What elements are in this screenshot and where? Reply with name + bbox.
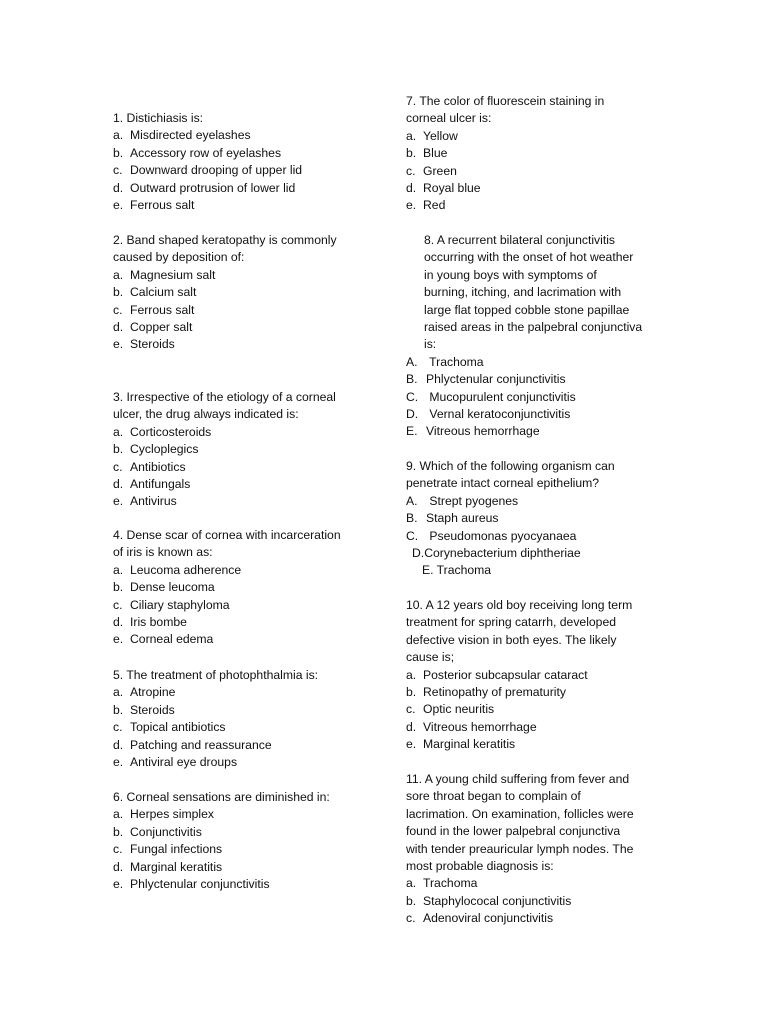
option-text: Phlyctenular conjunctivitis	[130, 877, 270, 892]
option-letter: B.	[406, 511, 418, 526]
option-text: Blue	[423, 146, 448, 161]
option-letter: b.	[113, 145, 124, 160]
answer-option	[113, 145, 302, 162]
option-letter: d.	[113, 320, 124, 335]
question-stem	[113, 789, 330, 806]
stem-line: lacrimation. On examination, follicles were	[406, 806, 634, 821]
option-text: Retinopathy of prematurity	[423, 685, 566, 700]
question-9	[406, 458, 615, 580]
stem-line: most probable diagnosis is:	[406, 859, 554, 874]
stem-line: of iris is known as:	[113, 545, 213, 560]
stem-line: 10. A 12 years old boy receiving long term	[406, 598, 633, 612]
option-text: Green	[423, 163, 457, 178]
answer-option	[406, 197, 604, 214]
question-stem	[113, 667, 318, 684]
answer-option	[406, 128, 604, 145]
option-text: Dense leucoma	[130, 580, 215, 595]
answer-option	[113, 806, 330, 823]
answer-option	[406, 736, 632, 753]
option-text: Iris bombe	[130, 615, 187, 630]
option-text: Royal blue	[423, 181, 481, 196]
option-letter: e.	[113, 337, 124, 352]
option-text: Patching and reassurance	[130, 737, 272, 752]
answer-option	[406, 701, 632, 718]
question-stem	[406, 597, 632, 667]
answer-option	[406, 423, 642, 440]
question-stem	[406, 93, 604, 128]
stem-line: 3. Irrespective of the etiology of a corneal	[113, 390, 336, 404]
answer-option	[113, 737, 318, 754]
stem-line: burning, itching, and lacrimation with	[424, 285, 622, 300]
option-letter: d.	[113, 737, 124, 752]
option-text: Staph aureus	[426, 511, 499, 526]
option-letter: c.	[406, 163, 416, 178]
answer-option	[406, 667, 632, 684]
option-letter: e.	[113, 755, 124, 770]
option-letter: e.	[113, 632, 124, 647]
option-text: Atropine	[130, 685, 176, 700]
option-letter: a.	[113, 128, 124, 143]
option-letter: b.	[113, 442, 124, 457]
option-letter: c.	[113, 842, 123, 857]
stem-line: sore throat began to complain of	[406, 789, 581, 804]
option-text: Cycloplegics	[130, 442, 199, 457]
question-10	[406, 597, 632, 754]
option-text: Trachoma	[423, 876, 478, 891]
option-text: Red	[423, 198, 446, 213]
answer-option	[113, 859, 330, 876]
option-letter: a.	[113, 267, 124, 282]
option-letter: B.	[406, 372, 418, 387]
question-stem	[113, 232, 337, 267]
stem-line: ulcer, the drug always indicated is:	[113, 407, 299, 422]
option-letter: C.	[406, 528, 419, 543]
stem-line: 2. Band shaped keratopathy is commonly	[113, 233, 337, 247]
answer-option	[113, 841, 330, 858]
answer-option	[113, 876, 330, 893]
option-letter: a.	[406, 876, 417, 891]
stem-line: 7. The color of fluorescein staining in	[406, 94, 605, 108]
answer-option	[113, 597, 341, 614]
option-text: Herpes simplex	[130, 807, 214, 822]
option-letter: a.	[113, 807, 124, 822]
option-text: Posterior subcapsular cataract	[423, 667, 588, 682]
question-6	[113, 789, 330, 893]
stem-line: 4. Dense scar of cornea with incarceration	[113, 528, 341, 542]
option-letter: d.	[113, 859, 124, 874]
option-text: D.Corynebacterium diphtheriae	[412, 546, 581, 561]
option-text: Ferrous salt	[130, 302, 195, 317]
stem-line: 6. Corneal sensations are diminished in:	[113, 790, 330, 804]
answer-option	[406, 354, 642, 371]
option-text: Magnesium salt	[130, 267, 216, 282]
answer-option	[113, 459, 336, 476]
answer-option	[406, 528, 615, 545]
stem-line: 11. A young child suffering from fever and	[406, 772, 630, 786]
option-text: Mucopurulent conjunctivitis	[426, 389, 576, 404]
option-text: Antibiotics	[130, 459, 186, 474]
option-letter: a.	[113, 424, 124, 439]
question-5	[113, 667, 318, 771]
option-letter: c.	[406, 702, 416, 717]
answer-option	[406, 910, 634, 927]
stem-line: 1. Distichiasis is:	[113, 111, 204, 125]
answer-option	[113, 579, 341, 596]
answer-option	[406, 562, 615, 579]
answer-option	[113, 302, 337, 319]
option-text: Leucoma adherence	[130, 562, 242, 577]
option-letter: d.	[113, 615, 124, 630]
stem-line: with tender preauricular lymph nodes. The	[406, 841, 634, 856]
question-1	[113, 110, 302, 214]
answer-option	[113, 631, 341, 648]
option-letter: b.	[113, 824, 124, 839]
answer-option	[113, 614, 341, 631]
option-text: Downward drooping of upper lid	[130, 163, 303, 178]
option-text: Staphylococal conjunctivitis	[423, 893, 572, 908]
answer-option	[406, 145, 604, 162]
option-text: Copper salt	[130, 320, 193, 335]
answer-option	[113, 319, 337, 336]
option-letter: A.	[406, 493, 418, 508]
answer-option	[113, 267, 337, 284]
option-letter: a.	[113, 685, 124, 700]
answer-option	[113, 441, 336, 458]
question-stem	[406, 771, 634, 875]
option-letter: d.	[406, 719, 417, 734]
option-text: Strept pyogenes	[426, 493, 519, 508]
option-text: Corneal edema	[130, 632, 214, 647]
option-letter: d.	[113, 180, 124, 195]
option-letter: e.	[113, 877, 124, 892]
option-letter: d.	[406, 181, 417, 196]
stem-line: defective vision in both eyes. The likely	[406, 632, 617, 647]
answer-option	[406, 406, 642, 423]
option-letter: b.	[113, 285, 124, 300]
stem-line: corneal ulcer is:	[406, 111, 492, 126]
option-letter: c.	[113, 597, 123, 612]
option-text: Fungal infections	[130, 842, 223, 857]
option-letter: C.	[406, 389, 419, 404]
option-letter: A.	[406, 354, 418, 369]
question-11	[406, 771, 634, 928]
stem-line: large flat topped cobble stone papillae	[424, 302, 630, 317]
option-text: Antiviral eye droups	[130, 755, 238, 770]
option-text: Antivirus	[130, 494, 177, 509]
option-text: Topical antibiotics	[130, 720, 226, 735]
answer-option	[113, 493, 336, 510]
option-letter: e.	[406, 737, 417, 752]
option-letter: D.	[406, 407, 419, 422]
option-letter: c.	[113, 720, 123, 735]
stem-line: 8. A recurrent bilateral conjunctivitis	[424, 233, 616, 247]
stem-line: caused by deposition of:	[113, 250, 245, 265]
question-8	[406, 232, 642, 441]
option-letter: b.	[406, 893, 417, 908]
question-stem	[406, 232, 642, 354]
option-text: Steroids	[130, 337, 175, 352]
question-4	[113, 527, 341, 649]
option-letter: e.	[113, 494, 124, 509]
answer-option	[113, 424, 336, 441]
answer-option	[406, 510, 615, 527]
option-text: Phlyctenular conjunctivitis	[426, 372, 566, 387]
stem-line: found in the lower palpebral conjunctiva	[406, 824, 621, 839]
answer-option	[113, 284, 337, 301]
option-text: Misdirected eyelashes	[130, 128, 251, 143]
option-letter: c.	[113, 163, 123, 178]
option-text: Optic neuritis	[423, 702, 495, 717]
option-text: Ciliary staphyloma	[130, 597, 230, 612]
option-text: Conjunctivitis	[130, 824, 202, 839]
stem-line: occurring with the onset of hot weather	[424, 250, 634, 265]
stem-line: cause is;	[406, 650, 455, 665]
option-letter: c.	[406, 911, 416, 926]
option-text: Ferrous salt	[130, 198, 195, 213]
option-text: Calcium salt	[130, 285, 197, 300]
answer-option	[113, 702, 318, 719]
option-text: Accessory row of eyelashes	[130, 145, 282, 160]
option-text: Trachoma	[426, 354, 484, 369]
option-letter: b.	[113, 580, 124, 595]
question-7	[406, 93, 604, 215]
answer-option	[113, 684, 318, 701]
answer-option	[406, 163, 604, 180]
answer-option	[406, 180, 604, 197]
option-text: Antifungals	[130, 477, 191, 492]
option-text: Corticosteroids	[130, 424, 212, 439]
option-letter: b.	[406, 146, 417, 161]
option-text: Marginal keratitis	[423, 737, 516, 752]
answer-option	[113, 162, 302, 179]
answer-option	[406, 684, 632, 701]
stem-line: raised areas in the palpebral conjunctiva	[424, 320, 643, 335]
question-stem	[406, 458, 615, 493]
answer-option	[113, 180, 302, 197]
stem-line: is:	[424, 337, 437, 352]
option-text: Outward protrusion of lower lid	[130, 180, 296, 195]
stem-line: 5. The treatment of photophthalmia is:	[113, 668, 319, 682]
option-letter: e.	[406, 198, 417, 213]
answer-option	[113, 127, 302, 144]
option-letter: a.	[406, 128, 417, 143]
answer-option	[113, 824, 330, 841]
answer-option	[406, 893, 634, 910]
answer-option	[406, 371, 642, 388]
answer-option	[406, 719, 632, 736]
option-text: Steroids	[130, 702, 175, 717]
question-3	[113, 389, 336, 511]
answer-option	[113, 197, 302, 214]
option-letter: a.	[406, 667, 417, 682]
answer-option	[113, 719, 318, 736]
answer-option	[406, 389, 642, 406]
option-letter: c.	[113, 302, 123, 317]
option-letter: b.	[113, 702, 124, 717]
stem-line: treatment for spring catarrh, developed	[406, 615, 617, 630]
option-text: Vernal keratoconjunctivitis	[426, 407, 571, 422]
option-letter: b.	[406, 685, 417, 700]
option-text: Pseudomonas pyocyanaea	[426, 528, 577, 543]
option-text: Yellow	[423, 128, 458, 143]
option-letter: c.	[113, 459, 123, 474]
option-text: E. Trachoma	[422, 563, 492, 578]
answer-option	[113, 336, 337, 353]
stem-line: in young boys with symptoms of	[424, 267, 597, 282]
option-text: Vitreous hemorrhage	[423, 719, 537, 734]
stem-line: 9. Which of the following organism can	[406, 459, 615, 473]
option-text: Adenoviral conjunctivitis	[423, 911, 554, 926]
answer-option	[406, 875, 634, 892]
option-letter: d.	[113, 477, 124, 492]
option-letter: a.	[113, 562, 124, 577]
stem-line: penetrate intact corneal epithelium?	[406, 476, 600, 491]
question-stem	[113, 389, 336, 424]
option-text: Vitreous hemorrhage	[426, 424, 540, 439]
answer-option	[406, 493, 615, 510]
option-letter: e.	[113, 198, 124, 213]
answer-option	[406, 545, 615, 562]
answer-option	[113, 476, 336, 493]
question-2	[113, 232, 337, 354]
option-text: Marginal keratitis	[130, 859, 223, 874]
question-stem	[113, 110, 302, 127]
question-stem	[113, 527, 341, 562]
option-letter: E.	[406, 424, 418, 439]
answer-option	[113, 562, 341, 579]
answer-option	[113, 754, 318, 771]
